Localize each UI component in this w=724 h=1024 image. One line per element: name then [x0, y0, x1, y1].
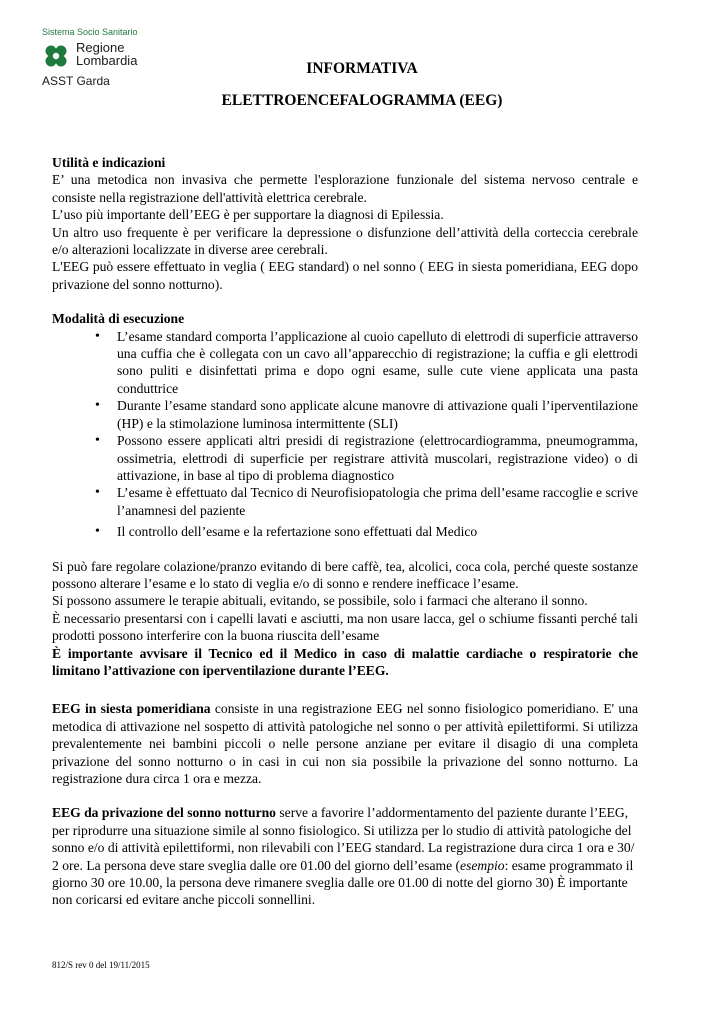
document-code: 812/S rev 0 del 19/11/2015: [52, 960, 150, 970]
privazione-lead: EEG da privazione del sonno notturno: [52, 805, 276, 821]
region-line-2: Lombardia: [76, 53, 138, 68]
paragraph-siesta: [52, 700, 638, 787]
region-line-1: Regione: [76, 40, 125, 55]
paragraph: Si possono assumere le terapie abituali, evitando, se possibile, solo i farmaci che alterano il sonno.: [52, 593, 588, 609]
list-item: • Il controllo dell’esame e la refertazione sono effettuati dal Medico: [117, 523, 638, 540]
paragraph: Si può fare regolare colazione/pranzo evitando di bere caffè, tea, alcolici, coca cola, perché queste sostanze possono alterare l’esame e lo stato di veglia e/o di sonno e rendere inefficace l’esame.: [52, 558, 638, 591]
list-item: • Possono essere applicati altri presidi di registrazione (elettrocardiogramma, pneumogramma, ossimetria, elettrodi di superficie per registrare attività muscolari, registrazione video) o di attivazione, in base al tipo di problema diagnostico: [117, 432, 638, 484]
paragraph-privazione: [52, 804, 638, 908]
paragraph: E’ una metodica non invasiva che permette l'esplorazione funzionale del sistema nervoso centrale e consiste nella registrazione dell'attività elettrica cerebrale.: [52, 172, 638, 205]
paragraph: Un altro uso frequente è per verificare la depressione o disfunzione dell’attività della corteccia cerebrale e/o alterazioni localizzate in diverse aree cerebrali.: [52, 224, 638, 258]
privazione-example: esempio: [460, 857, 505, 873]
list-item: • Durante l’esame standard sono applicate alcune manovre di attivazione quali l’iperventilazione (HP) e la stimolazione luminosa intermittente (SLI): [117, 397, 638, 432]
modalita-list: [52, 328, 638, 541]
asst-name: ASST Garda: [42, 74, 110, 88]
paragraph: L’uso più importante dell’EEG è per supportare la diagnosi di Epilessia.: [52, 207, 444, 223]
list-item: • L’esame standard comporta l’applicazione al cuoio capelluto di elettrodi di superficie attraverso una cuffia che è collegata con un cavo all’apparecchio di registrazione; la cuffia e gli elettrodi sono puliti e disinfettati prima e dopo ogni esame, sulle cute viene applicata una pasta conduttrice: [117, 328, 638, 398]
siesta-lead: EEG in siesta pomeridiana: [52, 701, 211, 717]
important-notice: È importante avvisare il Tecnico ed il Medico in caso di malattie cardiache o respiratorie che limitano l’attivazione con iperventilazione durante l’EEG.: [52, 645, 638, 678]
section-heading-utilita: Utilità e indicazioni: [52, 155, 166, 170]
document-title: INFORMATIVA: [306, 60, 418, 77]
section-heading-modalita: Modalità di esecuzione: [52, 311, 185, 327]
asst-garda-logo: [40, 27, 170, 89]
org-name: Sistema Socio Sanitario: [42, 27, 138, 37]
paragraph: L'EEG può essere effettuato in veglia ( EEG standard) o nel sonno ( EEG in siesta pomeridiana, EEG dopo privazione del sonno notturno).: [52, 259, 638, 292]
list-item: • L’esame è effettuato dal Tecnico di Neurofisiopatologia che prima dell’esame raccoglie e scrive l’anamnesi del paziente: [117, 484, 638, 519]
document-subtitle: ELETTROENCEFALOGRAMMA (EEG): [221, 92, 503, 109]
paragraph: È necessario presentarsi con i capelli lavati e asciutti, ma non usare lacca, gel o schiume fissanti perché tali prodotti possono interferire con la buona riuscita dell’esame: [52, 610, 638, 644]
document-body: [52, 154, 638, 909]
privazione-text-2: : esame programmato il giorno 30 ore 10.00, la persona deve rimanere sveglia dalle ore 01.00 di notte del giorno 30) È importante non coricarsi ed evitare anche piccoli sonnellini.: [52, 857, 634, 908]
privazione-text-1: serve a favorire l’addormentamento del paziente durante l’EEG, per riprodurre una situazione simile al sonno fisiologico. Si utilizza per lo studio di attività patologiche del sonno e/o di attività epilettiformi, non rilevabili con l’EEG standard. La registrazione dura circa 1 ora e 30/ 2 ore. La persona deve stare sveglia dalle ore 01.00 del giorno dell’esame (: [52, 805, 635, 873]
siesta-text: consiste in una registrazione EEG nel sonno fisiologico pomeridiano. E' una metodica di attivazione nel sospetto di attività patologiche nel sonno o per attività epilettiformi. Si utilizza prevalentemente nei bambini piccoli o nelle persone anziane per evitare il disagio di una completa privazione del sonno notturno o in casi in cui non sia possibile la privazione del sonno notturno. La registrazione dura circa 1 ora e mezza.: [52, 701, 638, 786]
